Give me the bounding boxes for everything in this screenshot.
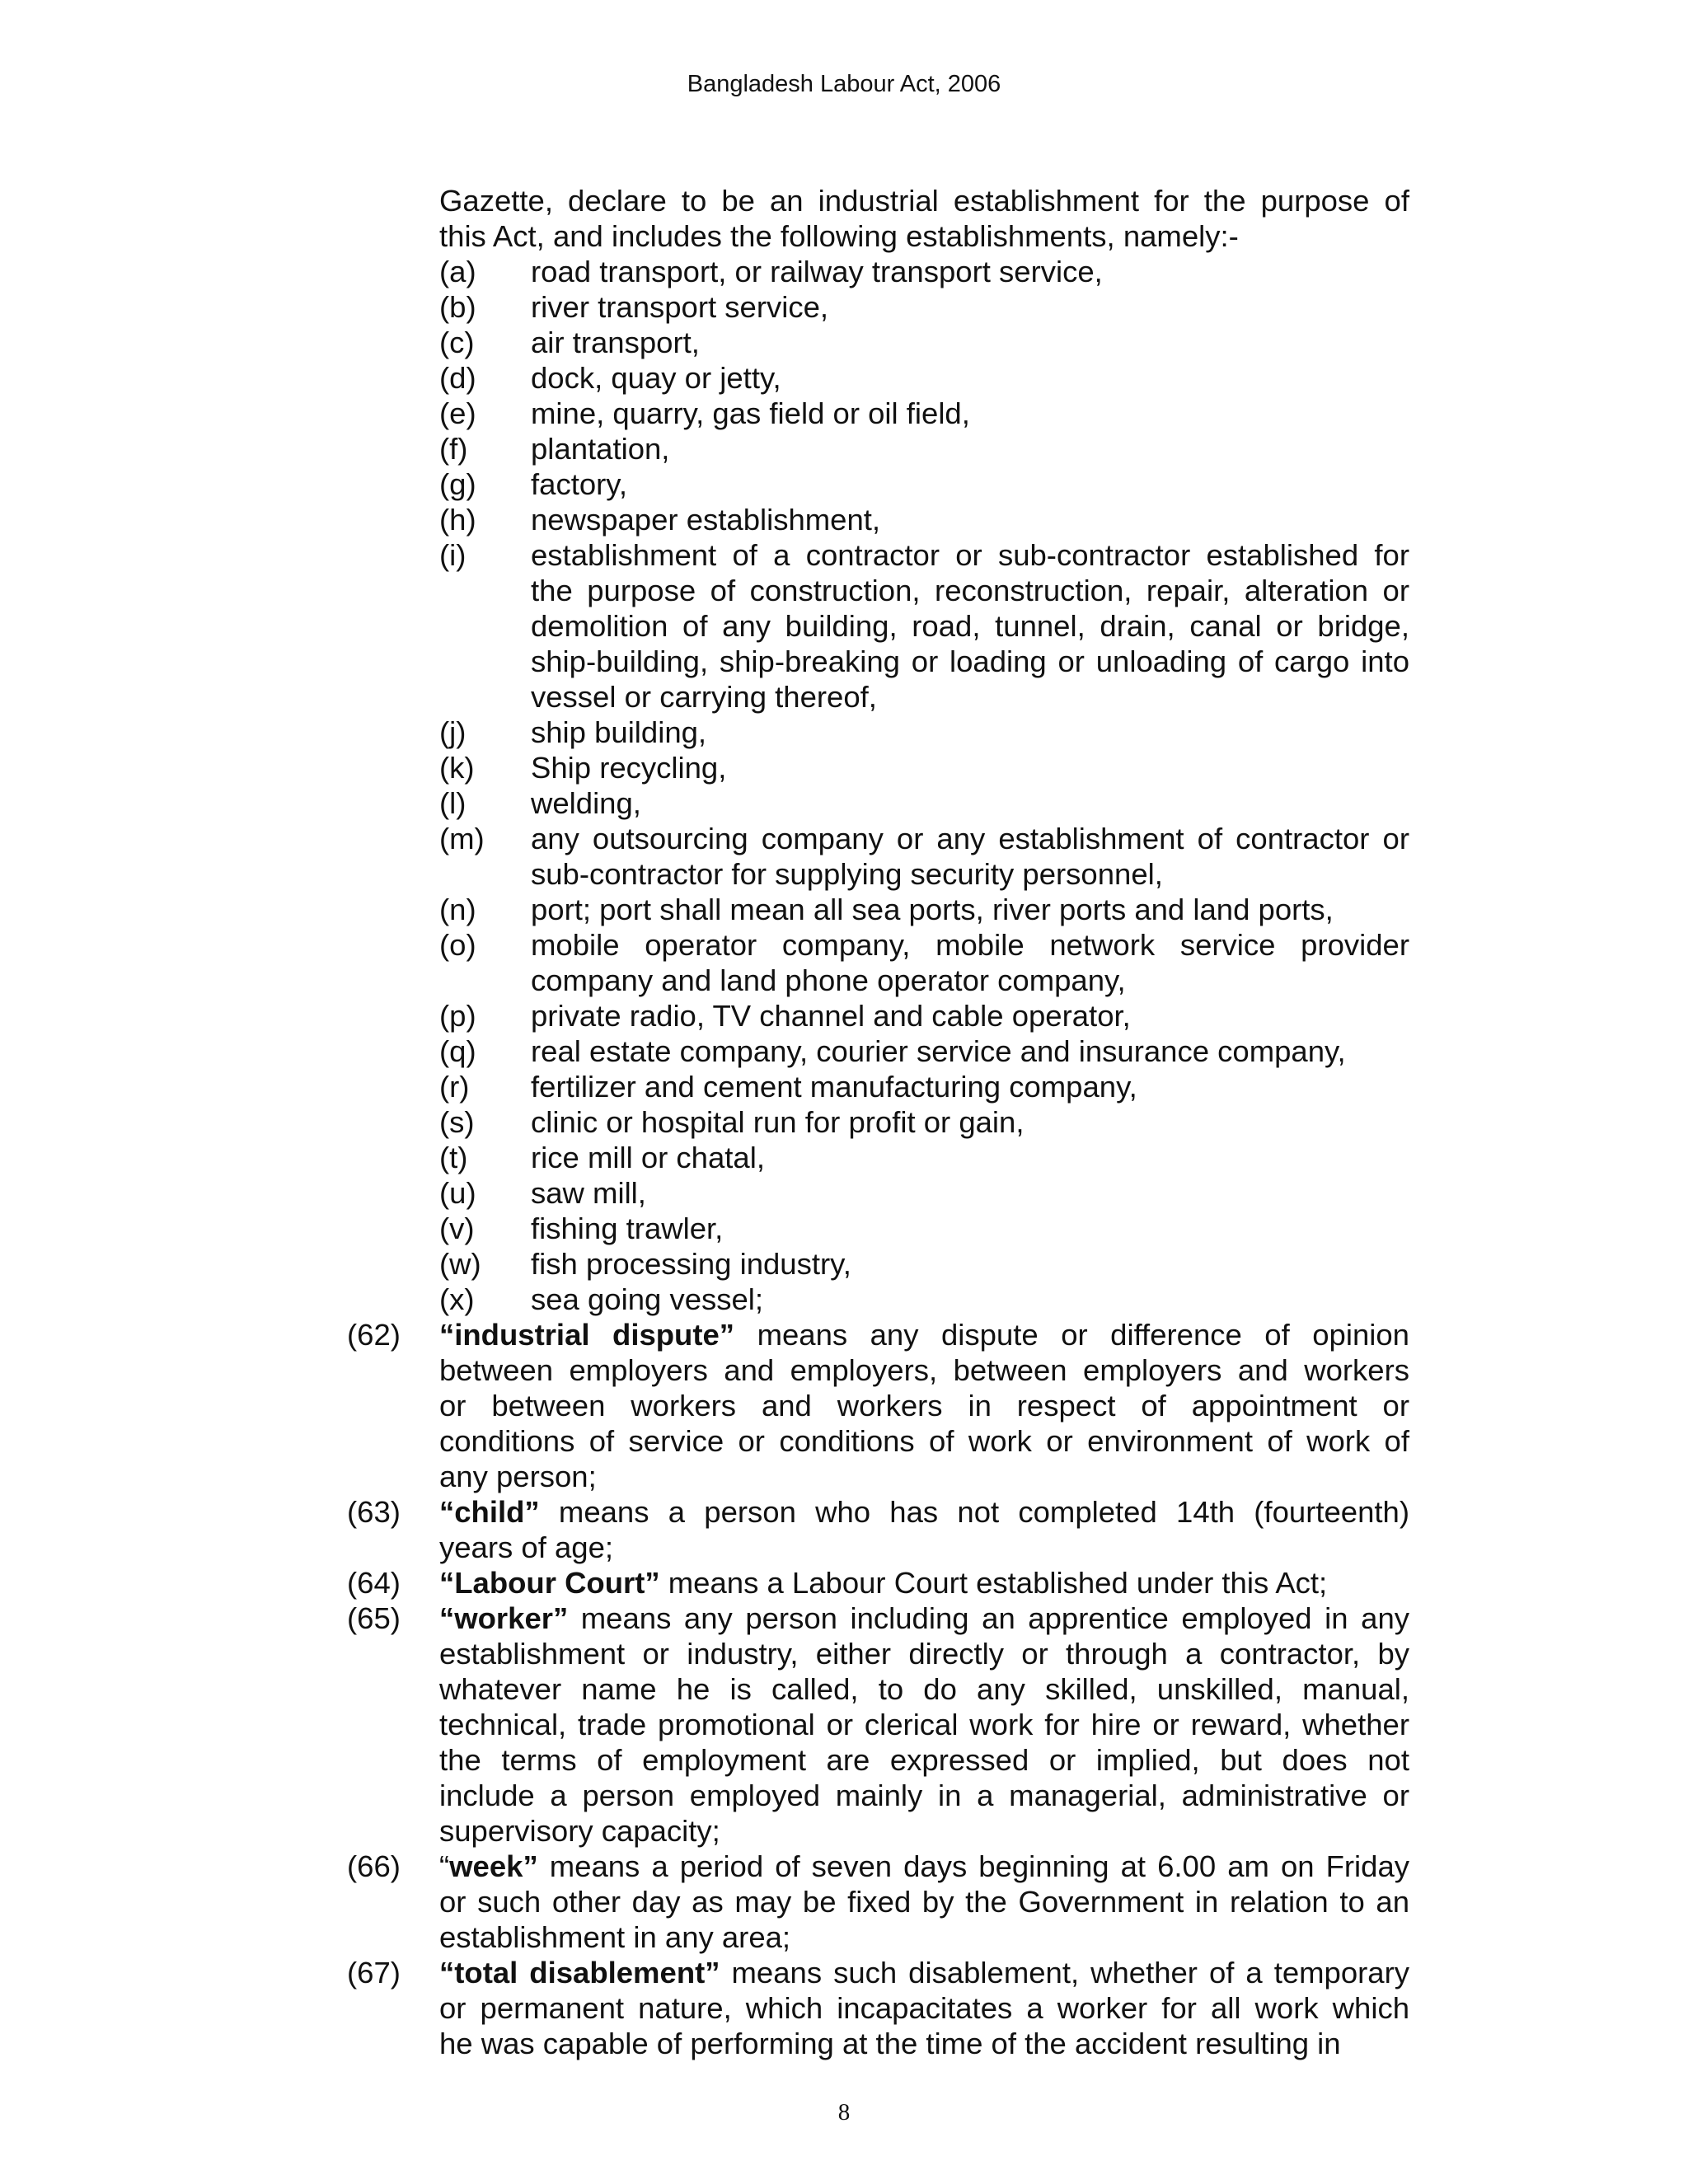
list-item [439,892,1409,927]
list-item-line: ship-building, ship-breaking or loading or unloading of cargo into [531,644,1409,678]
definition-text: means a person who has not completed 14th (fourteenth) [539,1495,1409,1529]
list-item-line: rice mill or chatal, [531,1141,765,1174]
document-body [347,183,1409,2061]
list-item-label: (d) [439,361,476,395]
definition-number: (67) [347,1956,401,1990]
list-item [439,1104,1409,1140]
definition-line [439,1494,1409,1530]
list-item [439,1246,1409,1282]
list-item [439,785,1409,821]
page-number: 8 [837,2099,851,2125]
list-item-line: establishment of a contractor or sub-contractor established for [531,538,1409,572]
list-item-line: vessel or carrying thereof, [531,680,877,714]
list-item-line: welding, [531,786,641,820]
list-item-line: demolition of any building, road, tunnel, drain, canal or bridge, [531,609,1409,643]
definition-line: whatever name he is called, to do any skilled, unskilled, manual, [439,1672,1409,1706]
list-item-line: ship building, [531,715,707,749]
definition-line: supervisory capacity; [439,1814,720,1848]
definition-text: means any person including an apprentice employed in any [568,1601,1409,1635]
list-item [439,998,1409,1033]
intro-line: this Act, and includes the following establishments, namely:- [439,219,1239,253]
running-header: Bangladesh Labour Act, 2006 [687,71,1001,97]
definition [347,1849,1409,1955]
intro-paragraph [439,183,1409,254]
definition [347,1601,1409,1849]
definition-line: or such other day as may be fixed by the Government in relation to an [439,1885,1409,1919]
definition-number: (62) [347,1318,401,1352]
definition [347,1565,1409,1601]
list-item [439,537,1409,715]
list-item-line: real estate company, courier service and insurance company, [531,1034,1346,1068]
list-item-label: (a) [439,255,476,288]
list-item-line: dock, quay or jetty, [531,361,781,395]
definition-term: “Labour Court” [439,1566,660,1600]
definition-line: technical, trade promotional or clerical work for hire or reward, whether [439,1708,1409,1741]
list-item-label: (u) [439,1176,476,1210]
definition-number: (66) [347,1849,401,1883]
definition-line: or between workers and workers in respect of appointment or [439,1389,1409,1422]
definition-line: conditions of service or conditions of work or environment of work of [439,1424,1409,1458]
list-item-line: sea going vessel; [531,1282,764,1316]
definition-term: week” [449,1849,538,1883]
list-item-label: (n) [439,893,476,926]
list-item-label: (h) [439,503,476,537]
list-item-line: newspaper establishment, [531,503,881,537]
list-item-label: (m) [439,822,485,855]
definition-number: (63) [347,1495,401,1529]
definition-line: include a person employed mainly in a managerial, administrative or [439,1779,1409,1812]
list-item-line: the purpose of construction, reconstruction, repair, alteration or [531,574,1409,607]
list-item [439,289,1409,325]
definition-text: means such disablement, whether of a temporary [720,1956,1409,1990]
list-item-line: any outsourcing company or any establishment of contractor or [531,822,1409,855]
intro-line: Gazette, declare to be an industrial establishment for the purpose of [439,184,1409,218]
definition-line [439,1317,1409,1352]
definition-line: years of age; [439,1530,614,1564]
list-item-label: (x) [439,1282,475,1316]
definition-term: “industrial dispute” [439,1318,735,1352]
definition-term: “total disablement” [439,1956,720,1990]
definitions-list [347,1317,1409,2061]
list-item [439,502,1409,537]
definition-text: means a Labour Court established under this Act; [659,1566,1328,1600]
list-item [439,396,1409,431]
list-item-label: (s) [439,1105,475,1139]
list-item [439,927,1409,998]
list-item [439,750,1409,785]
definition [347,1317,1409,1494]
list-item-line: fish processing industry, [531,1247,851,1281]
definition-line: establishment in any area; [439,1920,791,1954]
definition-line [439,1601,1409,1636]
definition-number: (65) [347,1601,401,1635]
list-item-line: Ship recycling, [531,751,727,785]
list-item-label: (c) [439,326,475,359]
definition [347,1955,1409,2061]
list-item [439,431,1409,466]
list-item-label: (v) [439,1212,475,1245]
list-item [439,1033,1409,1069]
list-item-label: (j) [439,715,467,749]
list-item-line: fishing trawler, [531,1212,724,1245]
definition-text: means a period of seven days beginning at 6.00 am on Friday [537,1849,1409,1883]
list-item [439,254,1409,289]
list-item-label: (i) [439,538,467,572]
definition-term: “child” [439,1495,540,1529]
definition [347,1494,1409,1565]
list-item-line: road transport, or railway transport service, [531,255,1103,288]
list-item-label: (q) [439,1034,476,1068]
list-item [439,360,1409,396]
list-item-line: company and land phone operator company, [531,963,1126,997]
definition-line: establishment or industry, either directly or through a contractor, by [439,1637,1409,1671]
list-item-label: (r) [439,1070,470,1104]
list-item [439,325,1409,360]
list-item [439,1211,1409,1246]
list-item [439,1282,1409,1317]
list-item-line: clinic or hospital run for profit or gain, [531,1105,1025,1139]
list-item-line: mobile operator company, mobile network service provider [531,928,1409,962]
list-item-label: (o) [439,928,476,962]
list-item-label: (w) [439,1247,481,1281]
list-item-line: mine, quarry, gas field or oil field, [531,396,970,430]
list-item-line: port; port shall mean all sea ports, river ports and land ports, [531,893,1334,926]
definition-line [439,1849,1409,1884]
establishment-list [439,254,1409,1317]
definition-quote: “ [439,1849,450,1883]
list-item-line: river transport service, [531,290,829,324]
list-item-label: (e) [439,396,476,430]
definition-line: between employers and employers, between employers and workers [439,1353,1409,1387]
list-item-line: fertilizer and cement manufacturing company, [531,1070,1137,1104]
list-item-line: sub-contractor for supplying security personnel, [531,857,1163,891]
list-item-label: (k) [439,751,475,785]
definition-text: means any dispute or difference of opinion [734,1318,1409,1352]
list-item [439,1140,1409,1175]
list-item-label: (p) [439,999,476,1033]
definition-line: any person; [439,1460,597,1493]
list-item [439,821,1409,892]
definition-line [439,1565,1409,1601]
list-item-line: air transport, [531,326,700,359]
list-item-label: (t) [439,1141,468,1174]
definition-term: “worker” [439,1601,569,1635]
list-item-line: saw mill, [531,1176,646,1210]
definition-number: (64) [347,1566,401,1600]
list-item [439,1069,1409,1104]
list-item-label: (f) [439,432,468,466]
list-item-line: plantation, [531,432,670,466]
list-item-label: (g) [439,467,476,501]
definition-line: he was capable of performing at the time of the accident resulting in [439,2027,1341,2060]
list-item-label: (l) [439,786,467,820]
list-item-line: private radio, TV channel and cable operator, [531,999,1131,1033]
list-item [439,1175,1409,1211]
definition-line: or permanent nature, which incapacitates a worker for all work which [439,1991,1409,2025]
definition-line: the terms of employment are expressed or implied, but does not [439,1743,1409,1777]
definition-line [439,1955,1409,1990]
list-item-line: factory, [531,467,627,501]
list-item [439,466,1409,502]
list-item [439,715,1409,750]
list-item-label: (b) [439,290,476,324]
